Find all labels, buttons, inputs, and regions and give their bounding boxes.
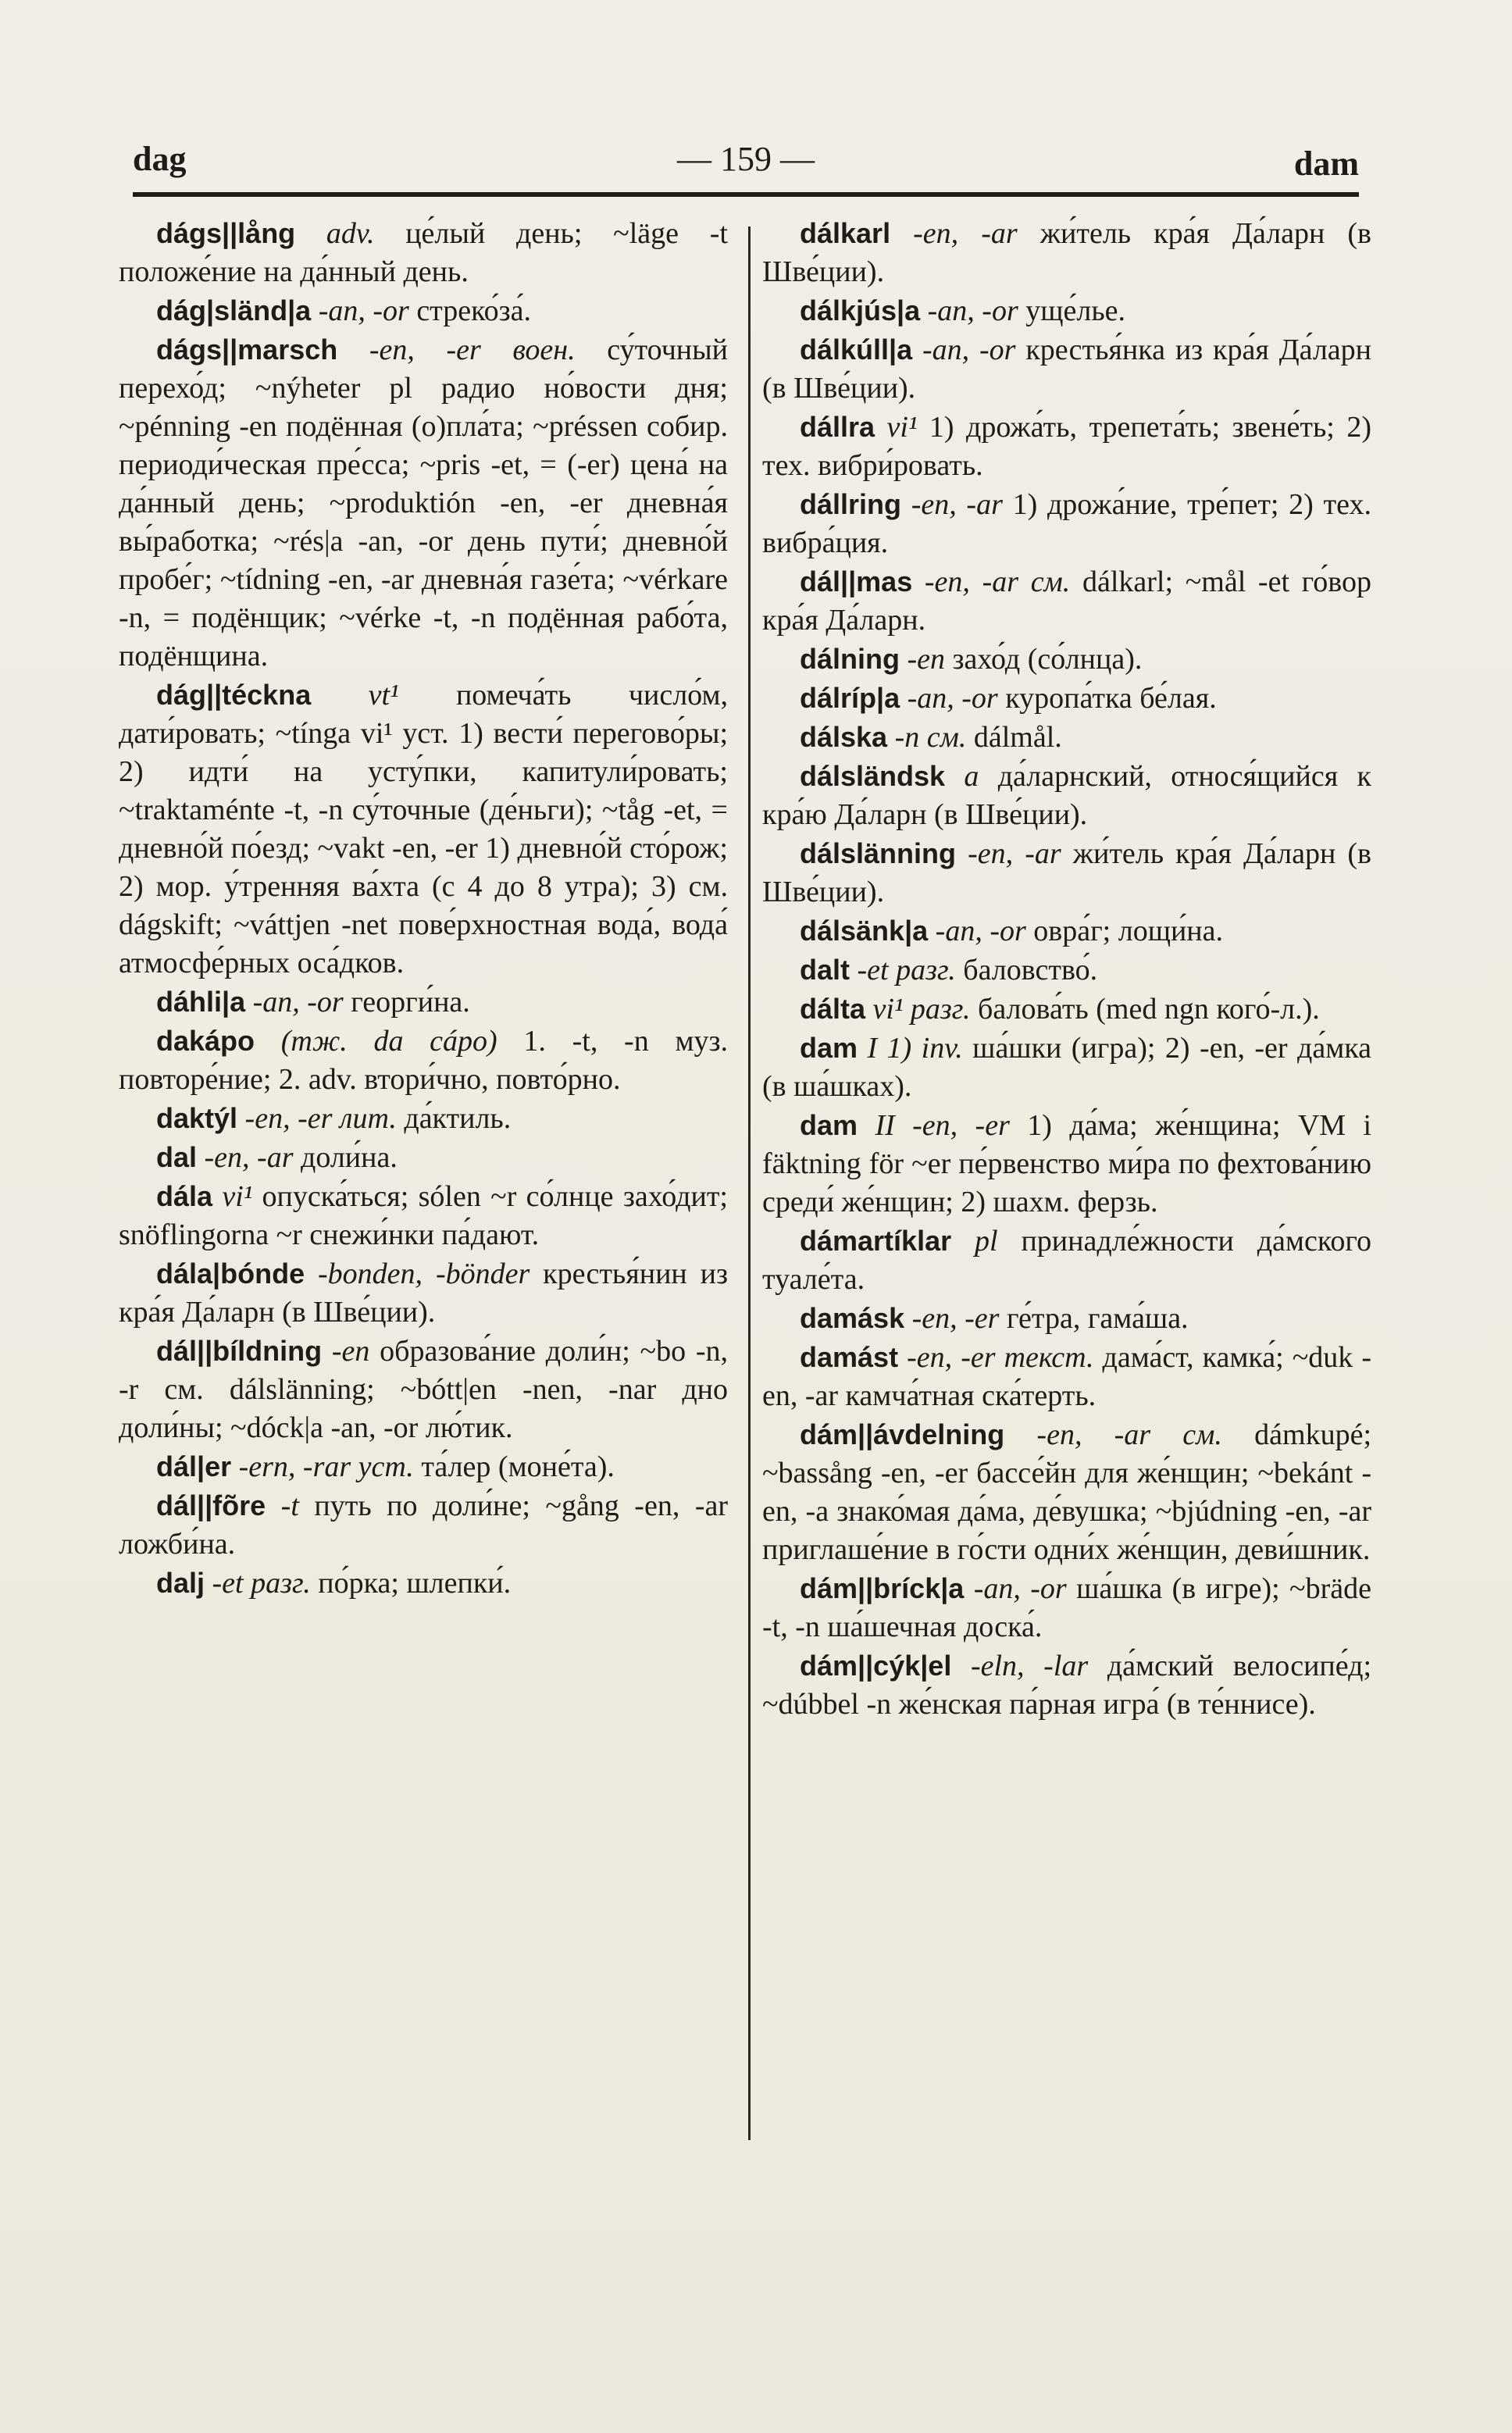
definition: да́мский велосипе́д; ~dúbbel -n же́нская па́рная игра́ (в те́ннисе). [762,1650,1371,1721]
headword: dalt [800,954,850,986]
definition: по́рка; шлепки́. [310,1567,512,1600]
grammar-note: -an, -or [252,986,344,1019]
headword: dálkjús|a [800,294,921,326]
definition: ша́шки (игра); 2) -en, -er да́мка (в ша́шках). [762,1032,1372,1103]
headword: dág||téckna [156,679,312,711]
headword: dálska [800,721,888,753]
dictionary-entry [119,330,728,676]
header-rule [133,192,1359,197]
definition: захо́д (со́лнца). [945,643,1143,676]
dictionary-entry [119,1254,728,1332]
definition: су́точный перехо́д; ~nýheter pl радио но́вости дня; ~pénning -en подённая (о)пла́та; ~préssen собир. периоди́ческая пре́сса; ~pris -et, = (-er) цена́ на да́нный день; ~produktión -en, -er дневна́я вы́работка; ~rés|a -an, -or день пути́; дневно́й пробе́г; ~tídning -en, -ar дневна́я газе́та; ~vérkare -n, = подёнщик; ~vérke -t, -n подённая рабо́та, подёнщина. [119,334,729,672]
definition: це́лый день; ~läge -t положе́ние на да́нный день. [119,217,728,288]
definition: путь по доли́не; ~gång -en, -ar ложби́на. [119,1489,728,1561]
definition: крестья́нка из кра́я Да́ларн (в Шве́ции). [762,334,1372,405]
definition: та́лер (моне́та). [413,1450,615,1483]
dictionary-entry [762,1029,1371,1106]
definition: доли́на. [293,1141,398,1174]
headword: dam [800,1032,858,1064]
headword: dálríp|a [800,682,900,714]
grammar-note: vt¹ [368,679,399,712]
definition: 1. -t, -n муз. повторе́ние; 2. adv. втори́чно, повто́рно. [119,1025,728,1096]
definition: куропа́тка бе́лая. [997,682,1217,715]
dictionary-entry [119,291,728,330]
dictionary-entry [762,834,1371,911]
dictionary-entry [119,1564,728,1603]
dictionary-entry [119,214,728,291]
dictionary-entry [762,485,1371,562]
headword: dálsländsk [800,760,946,792]
dictionary-entry [762,1338,1371,1415]
definition: крестья́нин из кра́я Да́ларн (в Шве́ции). [119,1258,728,1329]
definition: dámkupé; ~bassång -en, -er бассе́йн для же́нщин; ~bekánt -en, -a знако́мая да́ма, де́вушка; ~bjúdning -en, -ar приглаше́ние в го́сти одни́х же́нщин, деви́шник. [762,1418,1371,1566]
headword: dállring [800,488,902,520]
definition: 1) дрожа́ть, трепета́ть; звене́ть; 2) тех. вибри́ровать. [762,411,1371,482]
dictionary-entry [119,1177,728,1254]
definition: жи́тель кра́я Да́ларн (в Шве́ции). [762,217,1372,288]
definition: баловство́. [955,954,1098,986]
grammar-note: -en, -er лит. [244,1102,397,1135]
headword: dam [800,1109,858,1141]
grammar-note: II -en, -er [875,1109,1010,1142]
grammar-note: -an, -or [907,682,998,715]
definition: жи́тель кра́я Да́ларн (в Шве́ции). [762,837,1372,908]
headword: dál||mas [800,565,913,598]
grammar-note: -en, -ar [911,488,1003,521]
right-column [762,214,1371,1724]
dictionary-entry [762,214,1371,291]
grammar-note: -en, -ar [913,217,1018,250]
definition: ге́тра, гама́ша. [999,1302,1189,1335]
dictionary-entry [762,757,1371,834]
dictionary-entry [119,1486,728,1564]
page-header [133,133,1359,195]
definition: дама́ст, камка́; ~duk -en, -ar камча́тная ска́терть. [762,1341,1371,1412]
definition: опуска́ться; sólen ~r со́лнце захо́дит; snöflingorna ~r снежи́нки па́дают. [119,1180,728,1251]
dictionary-entry [762,1569,1371,1646]
grammar-note: -en, -er воен. [369,334,576,366]
dictionary-entry [762,330,1371,408]
headword: dál|er [156,1450,232,1482]
headword: dalj [156,1567,205,1599]
dictionary-entry [762,1646,1371,1724]
grammar-note: -et разг. [857,954,956,986]
dictionary-entry [762,1106,1371,1222]
definition: dálmål. [966,721,1062,754]
headword: dál||fõre [156,1489,266,1522]
grammar-note: -en, -ar см. [1036,1418,1222,1451]
grammar-note: -bonden, -bönder [318,1258,530,1290]
headword: dám||ávdelning [800,1418,1005,1450]
grammar-note: -an, -or [973,1572,1067,1605]
grammar-note: -et разг. [212,1567,311,1600]
dictionary-entry [119,1099,728,1138]
dictionary-entry [119,676,728,983]
grammar-note: -en, -er текст. [907,1341,1094,1374]
grammar-note: adv. [326,217,375,250]
headword: dála [156,1180,213,1212]
grammar-note: -an, -or [318,294,409,327]
headword: dál||bíldning [156,1335,323,1367]
grammar-note: (тж. da cápo) [280,1025,497,1058]
grammar-note: -en, -ar см. [924,565,1071,598]
headword: dám||cýk|el [800,1650,952,1682]
headword: dágs||marsch [156,334,338,366]
dictionary-entry [762,291,1371,330]
headword: dálslänning [800,837,957,869]
definition: помеча́ть число́м, дати́ровать; ~tínga vi¹ уст. 1) вести́ перегово́ры; 2) идти́ на усту́пки, капитули́ровать; ~traktaménte -t, -n су́точные (де́ньги); ~tåg -et, = дневно́й по́езд; ~vakt -en, -er 1) дневно́й сто́рож; 2) мор. у́тренняя ва́хта (с 4 до 8 утра); 3) см. dágskift; ~váttjen -net пове́рхностная вода́, вода́ атмосфе́рных оса́дков. [119,679,729,979]
headword: dállra [800,411,875,443]
headword: damásk [800,1302,905,1334]
header-left-guideword: dag [133,140,187,178]
headword: dála|bónde [156,1258,305,1290]
grammar-note: -an, -or [922,334,1016,366]
headword: dálkarl [800,217,891,249]
definition: принадле́жности да́мского туале́та. [762,1225,1372,1296]
definition: овра́г; лощи́на. [1025,915,1223,947]
dictionary-entry [119,1332,728,1447]
dictionary-entry [119,1138,728,1177]
dictionary-entry [762,408,1371,485]
definition: образова́ние доли́н; ~bo -n, -r см. dálslänning; ~bótt|en -nen, -nar дно доли́ны; ~dóck|a -an, -or лю́тик. [119,1335,729,1444]
grammar-note: -n см. [894,721,967,754]
headword: dámartíklar [800,1225,952,1257]
grammar-note: -en, -er [911,1302,1000,1335]
definition: dálkarl; ~mål -et го́вор кра́я Да́ларн. [762,565,1371,637]
headword: dám||bríck|a [800,1572,965,1604]
headword: damást [800,1341,899,1373]
definition: георги́на. [343,986,470,1019]
grammar-note: -en, -ar [204,1141,294,1174]
grammar-note: -ern, -rar уст. [238,1450,414,1483]
grammar-note: vi¹ [222,1180,253,1213]
dictionary-entry [762,640,1371,679]
dictionary-entry [762,1299,1371,1338]
dictionary-entry [762,1222,1371,1299]
left-column [119,214,728,1603]
headword: dálta [800,993,866,1025]
dictionary-entry [119,1022,728,1099]
grammar-note: -eln, -lar [970,1650,1089,1682]
headword: dágs||lång [156,217,296,249]
dictionary-entry [119,983,728,1022]
dictionary-entry [762,562,1371,640]
headword: dal [156,1141,198,1173]
headword: dálkúll|a [800,334,913,366]
definition: 1) дрожа́ние, тре́пет; 2) тех. вибра́ция. [762,488,1372,559]
grammar-note: vi¹ [886,411,918,444]
grammar-note: -an, -or [935,915,1026,947]
definition: да́ктиль. [396,1102,512,1135]
dictionary-entry [762,911,1371,951]
definition: балова́ть (med ngn кого́-л.). [970,993,1320,1026]
headword: daktýl [156,1102,238,1134]
grammar-note: -en, -ar [968,837,1061,870]
grammar-note: I 1) inv. [867,1032,963,1065]
grammar-note: -en [331,1335,370,1368]
headword: dálning [800,643,900,675]
headword: dakápo [156,1025,255,1057]
grammar-note: -t [280,1489,299,1522]
definition: уще́лье. [1018,294,1126,327]
column-divider [748,227,751,2140]
dictionary-entry [119,1447,728,1486]
definition: 1) да́ма; же́нщина; VM i fäktning för ~er пе́рвенство ми́ра по фехтова́нию среди́ же́нщин; 2) шахм. ферзь. [762,1109,1372,1218]
headword: dálsänk|a [800,915,929,947]
headword: dáhli|a [156,986,246,1018]
grammar-note: a [964,760,979,793]
definition: стреко́за́. [408,294,532,327]
dictionary-entry [762,1415,1371,1569]
definition: ша́шка (в игре); ~bräde -t, -n ша́шечная доска́. [762,1572,1371,1643]
grammar-note: -en [907,643,946,676]
page-number: — 159 — [677,140,815,178]
grammar-note: vi¹ разг. [872,993,971,1026]
dictionary-entry [762,718,1371,757]
grammar-note: pl [975,1225,998,1258]
definition: да́ларнский, относя́щийся к кра́ю Да́ларн (в Шве́ции). [762,760,1372,831]
dictionary-entry [762,679,1371,718]
headword: dág|sländ|a [156,294,312,326]
header-right-guideword: dam [1293,144,1359,183]
dictionary-entry [762,990,1371,1029]
dictionary-entry [762,951,1371,990]
grammar-note: -an, -or [927,294,1018,327]
